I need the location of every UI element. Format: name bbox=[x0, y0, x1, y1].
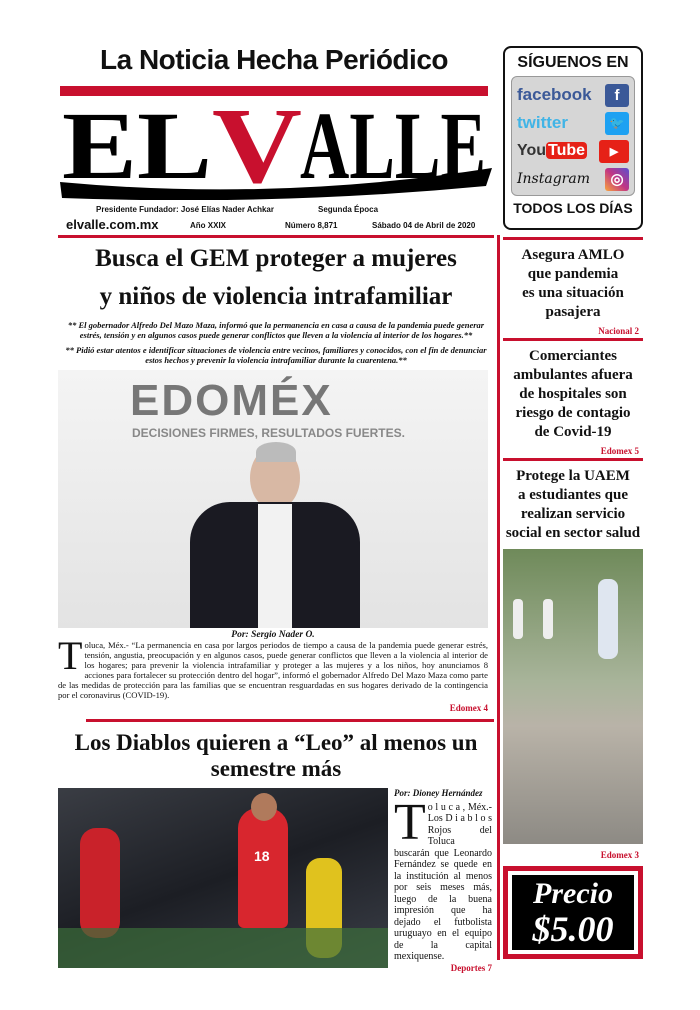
issue-number: Número 8,871 bbox=[285, 221, 338, 230]
section-ref[interactable]: Edomex 4 bbox=[449, 703, 488, 713]
headline-line: social en sector salud bbox=[505, 525, 641, 541]
twitter-link[interactable] bbox=[515, 109, 631, 137]
headline-line: de hospitales son bbox=[519, 386, 627, 402]
body-text: o l u c a , Méx.- Los D i a b l o s Rojos del Toluca buscarán que Leonardo Fernández se quede en la institución al menos por seis meses más, luego de la buena impresión que ha dejado el futbolista uruguayo en el equipo de la capital mexiquense. bbox=[394, 801, 492, 962]
body-text: oluca, Méx.- “La permanencia en casa por largos periodos de tiempo a causa de la pandemia puede generar estrés, tensión, angustia, preocupación y en algunos casos, puede generar conflictos que lleven a la violencia al interior de los hogares; para prevenir la violencia intrafamiliar y proteger a las mujeres y a los niños, hoy anunciamos 8 acciones para fortalecer su protección dentro del hogar”, informó el gobernador Alfredo Del Mazo Maza como parte de las medidas de protección para las familias que se encuentran resguardadas en sus hogares derivado de la contingencia por el coronavirus (COVID-19). bbox=[58, 640, 488, 700]
photo-logo: EDOMÉX bbox=[130, 376, 333, 425]
social-box bbox=[503, 46, 643, 230]
photo-slogan: DECISIONES FIRMES, RESULTADOS FUERTES. bbox=[132, 426, 405, 440]
column-divider bbox=[497, 235, 500, 960]
headline-line: Los Diablos quieren a “Leo” al menos un semestre más bbox=[74, 730, 478, 781]
headline-line: Protege la UAEM bbox=[516, 468, 630, 484]
uaem-photo bbox=[503, 549, 643, 844]
headline-line: Busca el GEM proteger a mujeres bbox=[95, 245, 457, 272]
youtube-link[interactable] bbox=[515, 137, 631, 165]
facebook-link[interactable] bbox=[515, 81, 631, 109]
social-name: Instagram bbox=[517, 171, 590, 187]
social-name: You bbox=[517, 142, 547, 159]
headline-line: es una situación bbox=[522, 285, 624, 301]
jersey-number: 18 bbox=[254, 848, 270, 864]
byline: Por: Dioney Hernández bbox=[394, 788, 483, 798]
social-footer: TODOS LOS DÍAS bbox=[513, 200, 633, 216]
epoch: Segunda Época bbox=[318, 205, 379, 214]
headline-line: que pandemia bbox=[527, 266, 619, 282]
main-photo bbox=[58, 370, 488, 628]
social-title: SÍGUENOS EN bbox=[517, 54, 629, 71]
price-value: $5.00 bbox=[532, 909, 614, 949]
price-box bbox=[503, 866, 643, 959]
headline-line: de Covid-19 bbox=[534, 424, 612, 440]
sidebar-story[interactable] bbox=[503, 461, 643, 545]
instagram-link[interactable] bbox=[515, 165, 631, 193]
headline-line: realizan servicio bbox=[520, 506, 626, 522]
youtube-icon: ▶ bbox=[599, 140, 629, 163]
section-ref[interactable]: Edomex 5 bbox=[600, 446, 639, 456]
headline-line: riesgo de contagio bbox=[515, 405, 631, 421]
headline-line: Comerciantes bbox=[528, 348, 618, 364]
svg-text:ALLE: ALLE bbox=[300, 92, 486, 199]
right-column bbox=[503, 46, 643, 959]
social-name: Tube bbox=[548, 142, 586, 159]
price-label: Precio bbox=[533, 877, 613, 910]
divider bbox=[86, 719, 494, 722]
sidebar-story[interactable] bbox=[503, 240, 643, 338]
facebook-icon: f bbox=[605, 84, 629, 107]
social-name: facebook bbox=[517, 85, 592, 104]
headline-line: a estudiantes que bbox=[517, 487, 629, 503]
headline-line: y niños de violencia intrafamiliar bbox=[99, 283, 453, 310]
twitter-icon: 🐦 bbox=[605, 112, 629, 135]
sports-body bbox=[394, 788, 492, 974]
year: Año XXIX bbox=[190, 221, 227, 230]
governor-figure bbox=[180, 446, 370, 628]
founder: Presidente Fundador: José Elías Nader Achkar bbox=[96, 205, 274, 214]
social-name: twitter bbox=[517, 113, 568, 132]
sidebar-story[interactable] bbox=[503, 341, 643, 458]
el-valle-logo bbox=[56, 82, 492, 200]
instagram-icon: ◎ bbox=[605, 168, 629, 191]
sports-photo bbox=[58, 788, 388, 968]
date: Sábado 04 de Abril de 2020 bbox=[372, 221, 476, 230]
tagline: La Noticia Hecha Periódico bbox=[100, 44, 448, 75]
drop-cap: T bbox=[394, 793, 426, 851]
headline-line: Asegura AMLO bbox=[521, 247, 625, 263]
headline-line: ambulantes afuera bbox=[513, 367, 633, 383]
section-ref[interactable]: Edomex 3 bbox=[600, 850, 639, 860]
headline-line: pasajera bbox=[545, 304, 601, 320]
byline: Por: Sergio Nader O. bbox=[231, 630, 315, 640]
svg-text:V: V bbox=[212, 87, 302, 200]
drop-cap: T bbox=[58, 633, 83, 678]
main-column bbox=[58, 240, 494, 974]
main-headline[interactable] bbox=[58, 240, 494, 316]
lead-paragraph: ** El gobernador Alfredo Del Mazo Maza, informó que la permanencia en casa a causa de la pandemia puede generar estrés, tensión y en algunos casos puede generar conflictos que lleven a la violencia al interior de los hogares.** bbox=[67, 320, 485, 340]
website-link[interactable]: elvalle.com.mx bbox=[66, 217, 159, 232]
divider bbox=[58, 235, 494, 238]
section-ref[interactable]: Nacional 2 bbox=[598, 326, 639, 336]
section-ref[interactable]: Deportes 7 bbox=[450, 962, 492, 973]
svg-text:EL: EL bbox=[62, 92, 212, 199]
sports-headline[interactable] bbox=[58, 730, 494, 782]
lead bbox=[58, 320, 494, 365]
lead-paragraph: ** Pidió estar atentos e identificar situaciones de violencia entre vecinos, familiares y conocidos, con el fin de denunciar estos hechos y prevenir la violencia intrafamiliar durante la cuarentena.** bbox=[65, 345, 487, 365]
